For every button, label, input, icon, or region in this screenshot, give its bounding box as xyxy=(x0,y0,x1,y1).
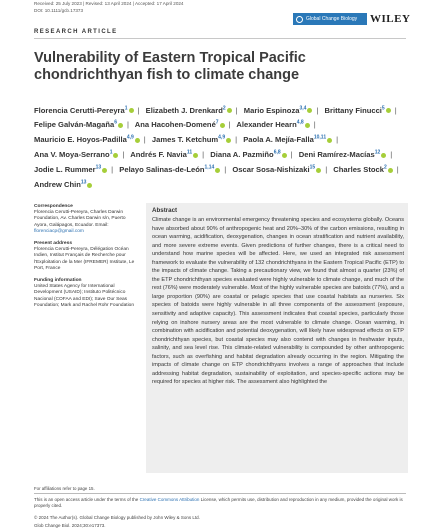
orcid-icon[interactable] xyxy=(87,183,92,188)
author-name[interactable]: Ana V. Moya-Serrano xyxy=(34,150,110,160)
orcid-icon[interactable] xyxy=(316,168,321,173)
author-entry[interactable] xyxy=(299,150,387,159)
orcid-icon[interactable] xyxy=(386,108,391,113)
author-separator: | xyxy=(228,120,231,130)
author-name[interactable]: Paola A. Mejía-Falla xyxy=(243,135,314,145)
author-entry[interactable] xyxy=(244,106,313,115)
footer-divider xyxy=(34,493,406,494)
affiliation-number[interactable]: 11 xyxy=(186,149,193,156)
orcid-icon[interactable] xyxy=(102,168,107,173)
author-separator: | xyxy=(316,105,319,115)
author-entry[interactable] xyxy=(34,180,92,189)
author-entry[interactable] xyxy=(333,165,392,174)
affiliation-number[interactable]: 1,14 xyxy=(204,164,215,171)
author-name[interactable]: Elizabeth J. Drenkard xyxy=(145,105,223,115)
affiliation-number[interactable]: 13 xyxy=(80,179,87,186)
article-title: Vulnerability of Eastern Tropical Pacific chondrichthyan fish to climate change xyxy=(34,50,306,83)
author-entry[interactable] xyxy=(34,106,134,115)
journal-badge[interactable] xyxy=(293,13,367,25)
author-name[interactable]: Diana A. Pazmiño xyxy=(210,150,274,160)
affiliation-number[interactable]: 1 xyxy=(109,149,113,156)
author-entry[interactable] xyxy=(232,165,321,174)
affiliation-number[interactable]: 1 xyxy=(124,105,128,111)
orcid-icon[interactable] xyxy=(388,168,393,173)
orcid-icon[interactable] xyxy=(227,108,232,113)
affiliation-number[interactable]: 15 xyxy=(309,164,316,171)
email-link[interactable]: florenciacp@gmail.com xyxy=(34,228,84,234)
affiliation-number[interactable]: 10,11 xyxy=(313,134,327,141)
author-entry[interactable] xyxy=(325,106,391,115)
author-name[interactable]: Mauricio E. Hoyos-Padilla xyxy=(34,135,127,145)
author-separator: | xyxy=(122,150,125,160)
author-name[interactable]: Felipe Galván-Magaña xyxy=(34,120,115,130)
doi-link[interactable]: DOI: 10.1111/gcb.17373 xyxy=(34,8,84,13)
affiliation-number[interactable]: 4,9 xyxy=(126,134,134,141)
author-name[interactable]: James T. Ketchum xyxy=(151,135,219,145)
abstract-text: Climate change is an environmental emergency threatening species and ecosystems globally. Oceans have absorbed about 90% of anthropogenic heat and 20%–30% of the carbon emissions, resulting in ocean warming, acidification, deoxygenation, changes in ocean stratification and nutrient availability, and more severe extreme events. Given predictions of further changes, there is a critical need to understand how marine species will be affected. Here, we used an integrated risk assessment framework to evaluate the vulnerability of 132 chondrichthyans in the Eastern Tropical Pacific (ETP) to the impacts of climate change. Taking a precautionary view, we found that almost a quarter (23%) of the ETP chondrichthyan species evaluated were highly vulnerable to climate change, and much of the rest (76%) were moderately vulnerable. Most of the highly vulnerable species are batoids (77%), and a large proportion (90%) are coastal or pelagic species that use coastal habitats as nurseries. Six species of batoids were highly vulnerable in all three components of the assessment (exposure, sensitivity and adaptive capacity). This assessment indicates that coastal species, particularly those relying on inshore nursery areas are the most vulnerable to climate change. Ocean warming, in combination with acidification and potential deoxygenation, will likely have widespread effects on ETP chondrichthyan species, but coastal species may also contend with changes in freshwater inputs, salinity, and sea level rise. This climate-related vulnerability is compounded by other anthropogenic factors, such as overfishing and habitat degradation already occurring in the region. Mitigating the impacts of climate change on ETP chondrichthyans involves a range of approaches that include addressing habitat degradation, sustainability of exploitation, and species-specific actions may be required for species at higher risk. The assessment also highlighted the xyxy=(152,217,404,386)
orcid-icon[interactable] xyxy=(307,108,312,113)
author-separator: | xyxy=(313,120,316,130)
author-separator: | xyxy=(224,165,227,175)
author-separator: | xyxy=(325,165,328,175)
article-type-label: RESEARCH ARTICLE xyxy=(34,29,118,35)
orcid-icon[interactable] xyxy=(129,108,134,113)
header-divider xyxy=(34,38,406,39)
copyright-line: © 2024 The Author(s). Global Change Biology published by John Wiley & Sons Ltd. xyxy=(34,515,200,520)
orcid-icon[interactable] xyxy=(327,138,332,143)
abstract-heading: Abstract xyxy=(152,207,178,214)
orcid-icon[interactable] xyxy=(118,123,123,128)
author-entry[interactable] xyxy=(34,120,123,129)
orcid-icon[interactable] xyxy=(113,153,118,158)
affiliation-number[interactable]: 2 xyxy=(222,105,226,111)
author-name[interactable]: Jodie L. Rummer xyxy=(34,165,96,175)
author-entry[interactable] xyxy=(34,150,118,159)
affiliation-number[interactable]: 4,8 xyxy=(296,119,304,126)
sidebar-info xyxy=(34,204,136,315)
author-name[interactable]: Charles Stock xyxy=(333,165,384,175)
author-separator: | xyxy=(111,165,114,175)
affiliation-number[interactable]: 7 xyxy=(215,119,219,126)
orcid-icon[interactable] xyxy=(305,123,310,128)
author-separator: | xyxy=(290,150,293,160)
author-entry[interactable] xyxy=(34,135,140,144)
affiliation-number[interactable]: 4,9 xyxy=(218,134,226,141)
affiliation-number[interactable]: 2 xyxy=(383,164,387,171)
author-separator: | xyxy=(235,105,238,115)
author-separator: | xyxy=(396,165,399,175)
author-entry[interactable] xyxy=(130,150,198,159)
author-separator: | xyxy=(202,150,205,160)
author-name[interactable]: Florencia Cerutti-Pereyra xyxy=(34,105,125,115)
license-link[interactable]: Creative Commons Attribution xyxy=(139,497,200,502)
orcid-icon[interactable] xyxy=(135,138,140,143)
author-name[interactable]: Deni Ramírez-Macías xyxy=(298,150,375,160)
author-entry[interactable] xyxy=(135,120,225,129)
orcid-icon[interactable] xyxy=(215,168,220,173)
author-entry[interactable] xyxy=(243,135,332,144)
correspondence-heading: Correspondence xyxy=(34,204,73,209)
affiliation-number[interactable]: 5 xyxy=(381,105,385,111)
orcid-icon[interactable] xyxy=(193,153,198,158)
present-address-heading: Present address xyxy=(34,241,73,247)
globe-icon xyxy=(296,16,303,23)
affiliation-number[interactable]: 3,4 xyxy=(299,105,307,111)
author-entry[interactable] xyxy=(210,150,286,159)
author-name[interactable]: Brittany Finucci xyxy=(324,105,382,115)
author-name[interactable]: Ana Hacohen-Domené xyxy=(134,120,216,130)
author-entry[interactable] xyxy=(34,165,107,174)
author-name[interactable]: Andrew Chin xyxy=(34,180,81,190)
orcid-icon[interactable] xyxy=(220,123,225,128)
funding-heading: Funding information xyxy=(34,278,82,284)
present-address-text: Florencia Cerutti-Pereyra, Délégation Océan Indien, Institut Français de Recherche pour l'Exploitation de la Mer (IFREMER) Institute, Le Port, France xyxy=(34,247,135,271)
journal-name: Global Change Biology xyxy=(306,16,358,22)
received-dates: Received: 25 July 2023 | Revised: 13 April 2024 | Accepted: 17 April 2024 xyxy=(34,1,184,6)
funding-text: United States Agency for International Development (USAID); Instituto Politécnico Nacional (COFAA and EDI); Save Our Seas Foundation; Mark and Rachel Rohr Foundation xyxy=(34,284,134,308)
orcid-icon[interactable] xyxy=(381,153,386,158)
author-entry[interactable] xyxy=(119,165,220,174)
author-separator: | xyxy=(336,135,339,145)
affiliation-number[interactable]: 6 xyxy=(114,119,117,126)
publisher-logo: WILEY xyxy=(370,13,411,25)
author-separator: | xyxy=(390,150,393,160)
license-text: This is an open access article under the terms of the Creative Commons Attribution License, which permits use, distribution and reproduction in any medium, provided the original work is properly cited. xyxy=(34,497,403,508)
author-separator: | xyxy=(143,135,146,145)
orcid-icon[interactable] xyxy=(226,138,231,143)
author-entry[interactable] xyxy=(152,135,231,144)
author-name[interactable]: Pelayo Salinas-de-León xyxy=(119,165,205,175)
author-name[interactable]: Mario Espinoza xyxy=(243,105,300,115)
affiliation-number[interactable]: 13 xyxy=(95,164,102,171)
affiliation-number[interactable]: 12 xyxy=(374,149,381,156)
affiliation-number[interactable]: 6,8 xyxy=(273,149,281,156)
author-entry[interactable] xyxy=(146,106,232,115)
author-separator: | xyxy=(394,105,397,115)
author-separator: | xyxy=(137,105,140,115)
author-separator: | xyxy=(235,135,238,145)
author-separator: | xyxy=(126,120,129,130)
author-list xyxy=(34,102,414,192)
correspondence-text: Florencia Cerutti-Pereyra, Charles Darwin Foundation, Av. Charles Darwin s/n, Puerto Ayora, Galápagos, Ecuador. Email: florenciacp@gmail.com xyxy=(34,210,126,234)
author-name[interactable]: Andrés F. Navia xyxy=(130,150,187,160)
author-name[interactable]: Alexander Hearn xyxy=(236,120,297,130)
affiliations-note: For affiliations refer to page 15. xyxy=(34,486,95,491)
citation-line: Glob Change Biol. 2024;30:e17373. xyxy=(34,523,106,528)
orcid-icon[interactable] xyxy=(282,153,287,158)
author-entry[interactable] xyxy=(236,120,309,129)
author-name[interactable]: Oscar Sosa-Nishizaki xyxy=(232,165,310,175)
